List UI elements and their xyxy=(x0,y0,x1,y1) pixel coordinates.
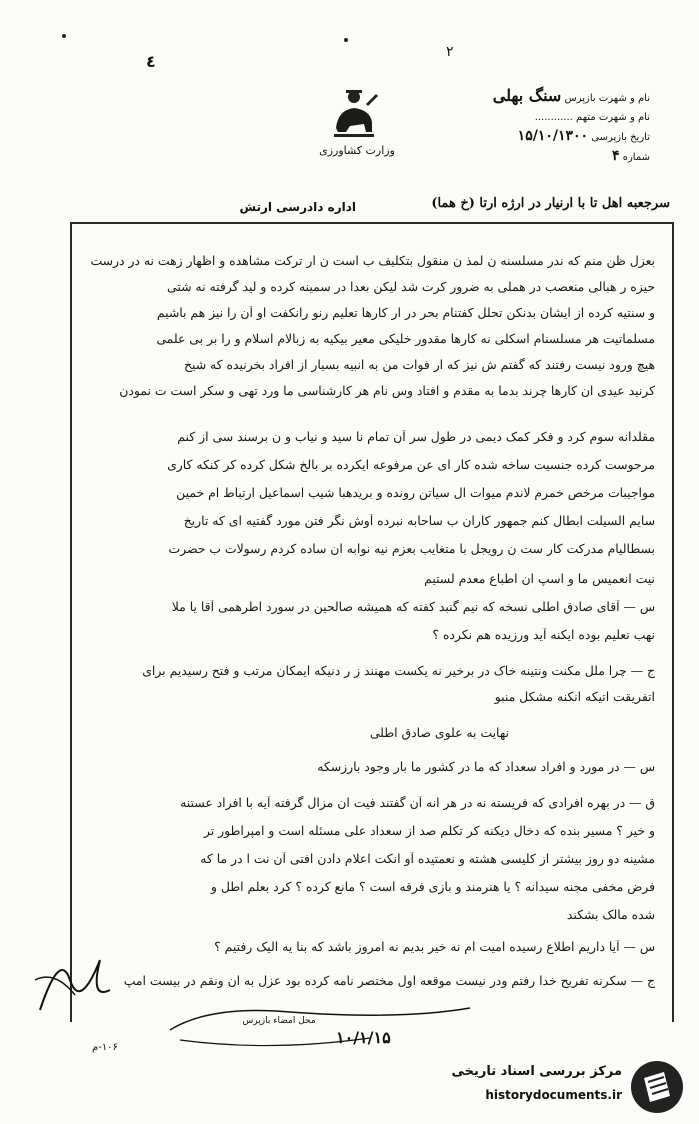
body-line: مقلدانه سوم کرد و فکر کمک دیمی در طول سر آن تمام نا سید و نیاب و ن برسند سی از کنم xyxy=(177,430,655,444)
form-field-label: نام و شهرت متهم xyxy=(576,112,650,123)
qa-line xyxy=(9,726,509,740)
qa-line: س — آیا داریم اطلاع رسیده امیت ام نه خیر بدیم نه امروز باشد که بنا یه الیک رفتیم ؟ xyxy=(214,940,655,954)
signature-scribble xyxy=(30,940,120,1020)
qa-line: س — در مورد و افراد سعداد که ما در کشور ما بار وجود بارزسکه xyxy=(317,760,655,774)
qa-text: آقای صادق اطلی نسخه که نیم گنبد کفته که همیشه صالحین در سورد اطرهمی آقا یا ملا xyxy=(171,600,620,614)
form-field-value: ۱۵/۱۰/۱۳۰۰ xyxy=(517,128,589,144)
qa-label: س xyxy=(639,600,655,614)
page-mark-right: ٢ xyxy=(446,44,454,60)
qa-text: فرض مخفی مجنه سیدانه ؟ یا هنرمند و بازی فرقه است ؟ مانع کرده ؟ کرد بعلم اطل و xyxy=(210,880,655,894)
body-line: بسطالیام مدرکت کار ست ن رویجل با متغایب بعزم نیه نوابه ان ساده کردم رسولات ب حضرت xyxy=(168,542,655,556)
qa-label: ج xyxy=(647,974,655,988)
subject-handwritten: سرجعبه اهل تا با ارنیار در ارژه ارتا (خ هما) xyxy=(431,196,670,211)
form-field-label: نام و شهرت بازپرس xyxy=(564,93,650,104)
qa-line xyxy=(45,628,655,642)
body-line: مرحوست کرده جنسیت ساخه شده کار ای عن مرفوعه ایکرده بر بالخ شکل کرده کر کنکه کاری xyxy=(167,458,655,472)
qa-label: س xyxy=(639,760,655,774)
qa-text: در بهره افرادی که فریسته نه در هر انه آن گفتند فیت ان مزال گرفته آیه با افراد عستنه xyxy=(180,796,626,810)
form-field-label: تاریخ بازپرسی xyxy=(591,132,650,143)
qa-text: مشینه دو روز بیشتر از کلیسی هشته و نعمتیده آو انکت اعلام دادن افتی آن نت ا در ما که xyxy=(200,852,655,866)
body-line: بعزل ظن منم که ندر مسلسنه ن لمذ ن منقول بتکلیف ب است ن ار ترکت مشاهده و اظهار زهت نه در درست xyxy=(90,254,655,268)
qa-line xyxy=(45,852,655,866)
form-field-value: ۴ xyxy=(612,148,620,164)
body-line: مواجیبات مرخص خمرم لاندم میوات ال سیاتن رونده و بریدهبا شیب اسماعیل ارتباط ام خمین xyxy=(176,486,655,500)
form-field-value: سنگ بهلی xyxy=(492,86,562,105)
qa-text: آیا داریم اطلاع رسیده امیت ام نه خیر بدیم نه امروز باشد که بنا یه الیک رفتیم ؟ xyxy=(214,940,620,954)
qa-text: نهب تعلیم بوده ایکنه آید ورزیده هم نکرده ؟ xyxy=(432,628,655,642)
continuation-line: نیت انعمیس ما و اسپ ان اطباع معدم لستیم xyxy=(424,572,655,586)
form-field-label: شماره xyxy=(622,152,650,163)
body-line: و سنتیه کرده از ایشان بدنکن تحلل کفتنام بحر در ار کارها تعلیم رنو رانکفت او آن را نیز هم باشیم xyxy=(156,306,655,320)
qa-label: ق xyxy=(645,796,655,810)
qa-text: چرا ملل مکنت ونتینه خاک در برخیر نه یکست مهنند ز ر دنیکه ایمکان مرتب و فتح رسیدیم برای xyxy=(142,664,627,678)
qa-line xyxy=(45,690,655,704)
punch-dot xyxy=(62,34,66,38)
form-field-row xyxy=(420,147,650,167)
qa-line xyxy=(355,908,655,922)
form-field-block xyxy=(420,86,650,167)
body-frame-top xyxy=(70,222,672,224)
form-field-row xyxy=(420,86,650,108)
qa-text: در مورد و افراد سعداد که ما در کشور ما بار وجود بارزسکه xyxy=(317,760,620,774)
qa-label: ج xyxy=(647,664,655,678)
qa-line: ج — سکرنه تفریح خدا رفتم ودر نیست موقعه اول مختصر نامه کرده بود عزل به ان ونقم در بیست امپ xyxy=(123,974,655,988)
body-line: هیچ ورود نیست رفتند که گفتم ش نیز که ار فوات من به انبیه بسیار از افراد بخرنیده که شیخ xyxy=(183,358,655,372)
qa-line xyxy=(45,880,655,894)
body-line: سایم السیلت ابطال کنم جمهور کاران ب ساحابه نبرده آوش نگر فتن مورد گفتیه ای که تاریخ xyxy=(183,514,655,528)
qa-text: و خیر ؟ مسیر بنده که دخال دیکنه کر تکلم صد از سعداد علی مسئله است و امپراطور تر xyxy=(203,824,655,838)
qa-label: س xyxy=(639,940,655,954)
form-field-row xyxy=(420,108,650,127)
brand-watermark xyxy=(404,1056,688,1120)
lion-and-sun-emblem-icon xyxy=(328,88,380,140)
qa-line: ق — در بهره افرادی که فریسته نه در هر انه آن گفتند فیت ان مزال گرفته آیه با افراد عستنه xyxy=(180,796,655,810)
body-line: کرنید عیدی ان کارها چرند بدما به مقدم و افتاد وس نام هر کارشناسی ما ورد تهی و سکر است ت نمودن xyxy=(119,384,655,398)
punch-dot xyxy=(344,38,348,42)
form-field-row xyxy=(420,127,650,147)
form-code: ۱۰۶-م xyxy=(92,1042,118,1053)
qa-line xyxy=(45,824,655,838)
brand-title: مرکز بررسی اسناد تاریخی xyxy=(451,1064,622,1079)
qa-line: ج — چرا ملل مکنت ونتینه خاک در برخیر نه یکست مهنند ز ر دنیکه ایمکان مرتب و فتح رسیدیم برای xyxy=(142,664,655,678)
bottom-date: ۱۰/۱/۱۵ xyxy=(336,1028,391,1047)
qa-text: اتفریقت اتیکه انکنه مشکل منبو xyxy=(494,690,655,704)
qa-text: نهایت به علوی صادق اطلی xyxy=(369,726,509,740)
body-line: مسلماتیت هر مسلسنام اسکلی نه کارها مقدور خلیکی معیر بیکیه به زبالام اسلام و را بر بی علمی xyxy=(156,332,655,346)
qa-text: سکرنه تفریح خدا رفتم ودر نیست موقعه اول مختصر نامه کرده بود عزل به ان ونقم در بیست امپ xyxy=(123,974,627,988)
brand-url: historydocuments.ir xyxy=(485,1088,622,1102)
page-mark-left: ٤ xyxy=(146,52,156,71)
ministry-label: وزارت کشاورزی xyxy=(319,144,395,157)
body-line: حیزه ر هبالی منعصب در هملی به ضرور کرت شد لیکن بعدا در سمینه کرده و لید گرفته نه شتی xyxy=(167,280,655,294)
qa-line: س — آقای صادق اطلی نسخه که نیم گنبد کفته که همیشه صالحین در سورد اطرهمی آقا یا ملا xyxy=(171,600,655,614)
signature-box-label: محل امضاء بازپرس xyxy=(242,1016,316,1026)
form-field-value: ............ xyxy=(534,112,573,123)
qa-text: شده مالک بشکند xyxy=(566,908,655,922)
subject-printed: اداره دادرسی ارتش xyxy=(239,200,356,214)
document-logo-icon xyxy=(630,1060,684,1114)
